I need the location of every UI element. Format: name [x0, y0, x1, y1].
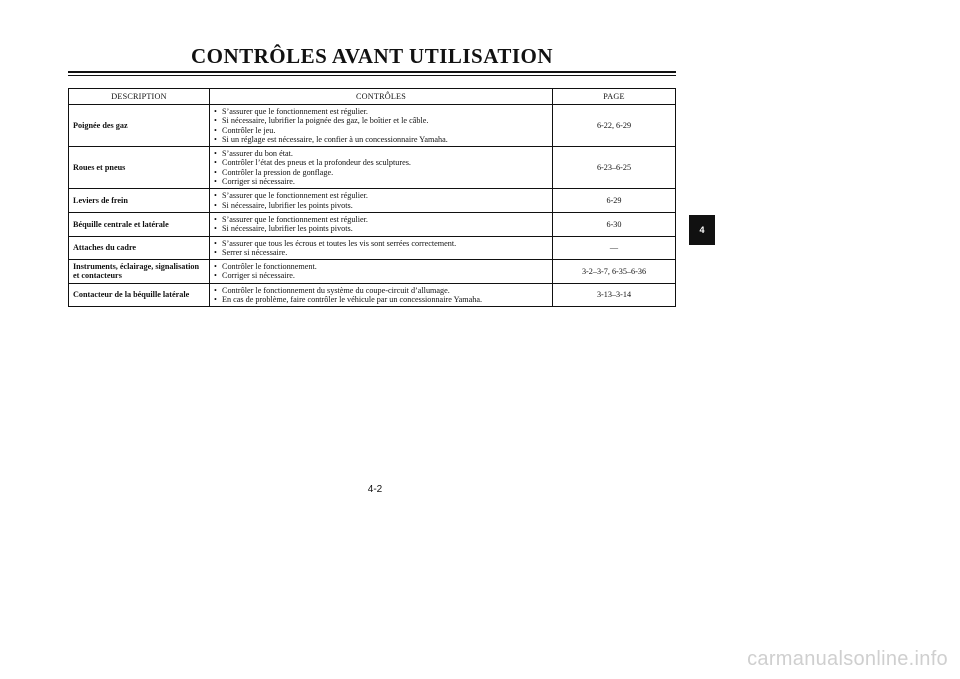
row-controls [210, 147, 553, 189]
row-page-ref: 6-23–6-25 [553, 147, 676, 189]
row-controls [210, 260, 553, 284]
control-item: • S’assurer que le fonctionnement est régulier. [214, 215, 548, 224]
control-item: • Serrer si nécessaire. [214, 248, 548, 257]
table-row [69, 105, 676, 147]
row-page-ref: 6-29 [553, 189, 676, 213]
control-item: • Contrôler la pression de gonflage. [214, 168, 548, 177]
control-item: • Si un réglage est nécessaire, le confier à un concessionnaire Yamaha. [214, 135, 548, 144]
chapter-tab: 4 [689, 215, 715, 245]
table-row [69, 212, 676, 236]
title-rule-thin [68, 75, 676, 76]
row-page-ref: 3-2–3-7, 6-35–6-36 [553, 260, 676, 284]
pre-operation-checks-table [68, 88, 676, 307]
page-number: 4-2 [367, 484, 383, 495]
control-item: • Contrôler le jeu. [214, 126, 548, 135]
watermark: carmanualsonline.info [747, 648, 948, 670]
row-controls [210, 283, 553, 307]
title-rule-thick [68, 71, 676, 73]
control-item: • Corriger si nécessaire. [214, 177, 548, 186]
row-controls [210, 212, 553, 236]
control-item: • Si nécessaire, lubrifier les points pivots. [214, 201, 548, 210]
row-controls [210, 189, 553, 213]
control-item: • Si nécessaire, lubrifier la poignée des gaz, le boîtier et le câble. [214, 116, 548, 125]
control-item: • S’assurer que le fonctionnement est régulier. [214, 191, 548, 200]
control-item: • En cas de problème, faire contrôler le véhicule par un concessionnaire Yamaha. [214, 295, 548, 304]
row-description: Béquille centrale et latérale [69, 212, 210, 236]
row-controls [210, 105, 553, 147]
control-item: • Contrôler le fonctionnement. [214, 262, 548, 271]
column-header-description: DESCRIPTION [69, 89, 210, 105]
row-controls [210, 236, 553, 260]
control-item: • Contrôler l’état des pneus et la profondeur des sculptures. [214, 158, 548, 167]
table-row [69, 147, 676, 189]
row-description: Leviers de frein [69, 189, 210, 213]
table-header-row [69, 89, 676, 105]
row-description: Attaches du cadre [69, 236, 210, 260]
row-page-ref: 3-13–3-14 [553, 283, 676, 307]
control-item: • Contrôler le fonctionnement du système du coupe-circuit d’allumage. [214, 286, 548, 295]
page-title: CONTRÔLES AVANT UTILISATION [190, 44, 554, 68]
row-page-ref: 6-22, 6-29 [553, 105, 676, 147]
control-item: • Corriger si nécessaire. [214, 271, 548, 280]
row-description: Contacteur de la béquille latérale [69, 283, 210, 307]
row-page-ref: 6-30 [553, 212, 676, 236]
row-description: Instruments, éclairage, signalisation et contacteurs [69, 260, 210, 284]
control-item: • Si nécessaire, lubrifier les points pivots. [214, 224, 548, 233]
control-item: • S’assurer que le fonctionnement est régulier. [214, 107, 548, 116]
table-row [69, 260, 676, 284]
row-description: Roues et pneus [69, 147, 210, 189]
table-row [69, 236, 676, 260]
table-row [69, 189, 676, 213]
column-header-page: PAGE [553, 89, 676, 105]
control-item: • S’assurer que tous les écrous et toutes les vis sont serrées correctement. [214, 239, 548, 248]
row-page-ref: — [553, 236, 676, 260]
control-item: • S’assurer du bon état. [214, 149, 548, 158]
column-header-controls: CONTRÔLES [210, 89, 553, 105]
table-row [69, 283, 676, 307]
row-description: Poignée des gaz [69, 105, 210, 147]
